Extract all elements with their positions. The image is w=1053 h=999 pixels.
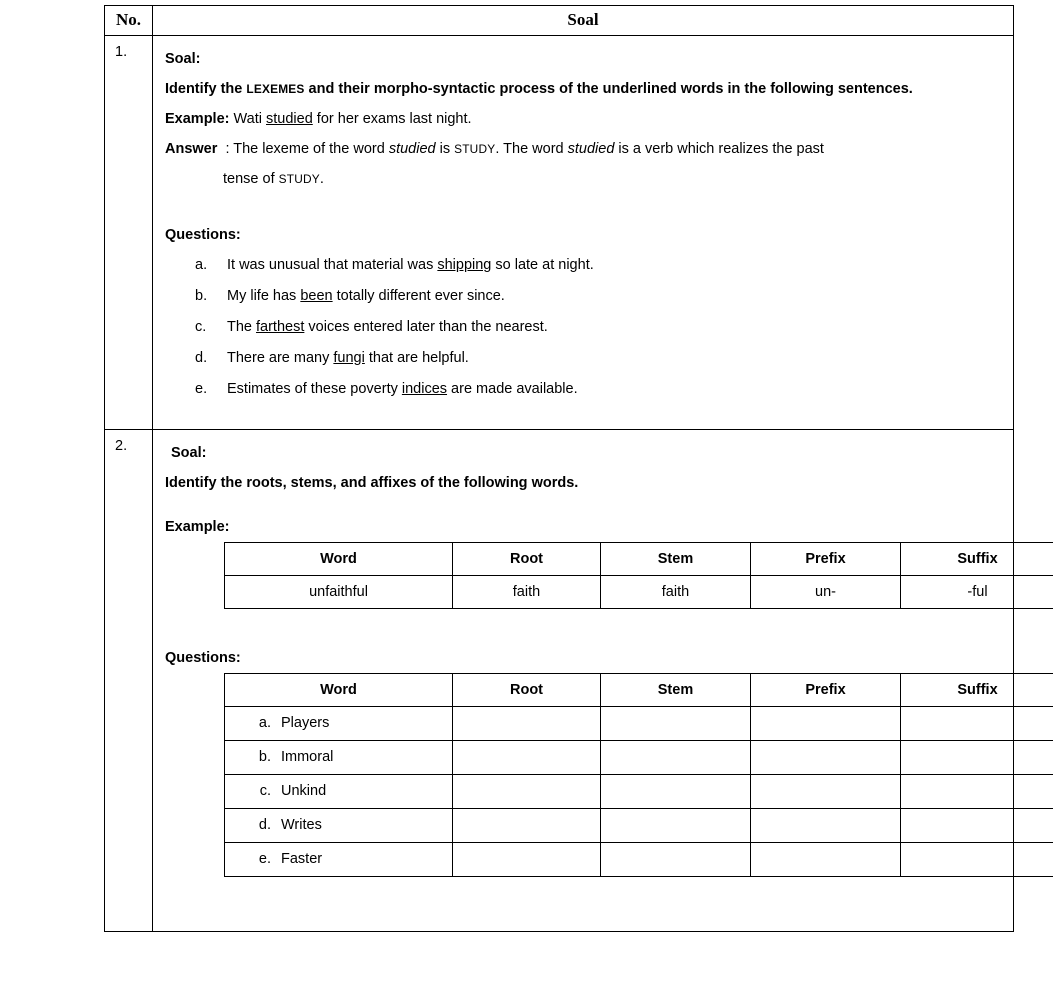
row-word: Players <box>281 715 330 732</box>
spacer <box>165 498 1001 512</box>
answer-line-1 <box>165 134 1001 164</box>
list-marker: a. <box>195 257 208 273</box>
questions-cell-root[interactable] <box>453 741 601 775</box>
row-number: 2. <box>105 430 153 932</box>
answer-seg-2: is <box>435 141 455 157</box>
questions-cell-prefix[interactable] <box>751 741 901 775</box>
row-word: Immoral <box>281 749 334 766</box>
example-table-header-row <box>225 543 1053 576</box>
list-item-post: totally different ever since. <box>332 288 505 304</box>
example-cell-prefix: un- <box>751 576 901 609</box>
answer-colon: : <box>225 141 230 157</box>
spacer <box>165 609 1001 643</box>
example-pre: Wati <box>229 111 267 127</box>
list-item-post: that are helpful. <box>364 350 469 366</box>
answer-line2-lexeme: STUDY <box>278 172 320 186</box>
questions-label: Questions: <box>165 650 241 666</box>
row-marker: d. <box>258 817 271 834</box>
instruction-pre: Identify the <box>165 81 247 97</box>
example-cell-stem: faith <box>601 576 751 609</box>
example-table-wrapper <box>165 542 1001 609</box>
questions-cell-suffix[interactable] <box>901 775 1053 809</box>
answer-line-2 <box>165 164 1001 194</box>
column-header-soal: Soal <box>153 6 1014 36</box>
answer-italic-2: studied <box>567 141 615 157</box>
exam-questions-table <box>104 5 1014 932</box>
questions-cell-root[interactable] <box>453 707 601 741</box>
questions-col-root: Root <box>453 674 601 707</box>
list-item-post: are made available. <box>447 381 578 397</box>
list-item-underlined: fungi <box>333 350 365 366</box>
instruction-text: Identify the roots, stems, and affixes of the following words. <box>165 475 579 491</box>
example-line <box>165 104 1001 134</box>
row-number: 1. <box>105 36 153 430</box>
row-marker: e. <box>258 851 271 868</box>
question-1-list <box>165 250 1001 405</box>
list-marker: c. <box>195 319 207 335</box>
answer-seg-1: The lexeme of the word <box>229 141 389 157</box>
list-item-post: voices entered later than the nearest. <box>304 319 548 335</box>
questions-cell-word <box>225 843 453 877</box>
questions-cell-stem[interactable] <box>601 707 751 741</box>
questions-cell-root[interactable] <box>453 775 601 809</box>
list-marker: d. <box>195 350 208 366</box>
table-row <box>225 707 1053 741</box>
table-header-row <box>105 6 1014 36</box>
answer-seg-3: . The word <box>495 141 568 157</box>
questions-cell-prefix[interactable] <box>751 843 901 877</box>
questions-cell-suffix[interactable] <box>901 843 1053 877</box>
answer-lexeme-study: STUDY <box>454 142 496 156</box>
list-item-post: so late at night. <box>491 257 594 273</box>
example-table-row <box>225 576 1053 609</box>
example-cell-suffix: -ful <box>901 576 1053 609</box>
spacer <box>165 877 1001 921</box>
questions-cell-word <box>225 741 453 775</box>
list-marker: e. <box>195 381 208 397</box>
questions-table-header-row <box>225 674 1053 707</box>
list-item <box>165 250 1001 281</box>
questions-cell-prefix[interactable] <box>751 775 901 809</box>
example-col-word: Word <box>225 543 453 576</box>
questions-cell-stem[interactable] <box>601 843 751 877</box>
instruction-post: and their morpho-syntactic process of the underlined words in the following sentences. <box>304 81 913 97</box>
list-item-pre: My life has <box>227 288 301 304</box>
list-item-underlined: been <box>300 288 333 304</box>
row-word: Writes <box>281 817 322 834</box>
questions-table-wrapper <box>165 673 1001 877</box>
row-marker: b. <box>258 749 271 766</box>
list-item-underlined: farthest <box>256 319 305 335</box>
answer-line2-pre: tense of <box>223 171 279 187</box>
example-label: Example: <box>165 111 230 127</box>
example-col-prefix: Prefix <box>751 543 901 576</box>
example-word-table <box>224 542 1053 609</box>
questions-cell-root[interactable] <box>453 809 601 843</box>
example-col-suffix: Suffix <box>901 543 1053 576</box>
row-word: Unkind <box>281 783 327 800</box>
questions-cell-root[interactable] <box>453 843 601 877</box>
row-marker: c. <box>259 783 271 800</box>
instruction-text <box>165 74 1001 104</box>
example-post: for her exams last night. <box>312 111 472 127</box>
list-item-underlined: shipping <box>437 257 492 273</box>
questions-cell-stem[interactable] <box>601 741 751 775</box>
table-row <box>225 843 1053 877</box>
questions-cell-word <box>225 707 453 741</box>
spacer <box>165 405 1001 419</box>
questions-col-word: Word <box>225 674 453 707</box>
example-cell-word: unfaithful <box>225 576 453 609</box>
questions-cell-suffix[interactable] <box>901 707 1053 741</box>
example-col-stem: Stem <box>601 543 751 576</box>
list-item-pre: There are many <box>227 350 334 366</box>
list-item <box>165 312 1001 343</box>
list-item <box>165 343 1001 374</box>
list-item <box>165 374 1001 405</box>
table-row <box>105 430 1014 932</box>
column-header-no: No. <box>105 6 153 36</box>
instruction-lexemes: LEXEMES <box>246 82 305 96</box>
questions-col-suffix: Suffix <box>901 674 1053 707</box>
questions-word-table <box>224 673 1053 877</box>
example-underlined-word: studied <box>266 111 313 127</box>
questions-label: Questions: <box>165 227 241 243</box>
answer-seg-4: is a verb which realizes the past <box>614 141 824 157</box>
questions-cell-prefix[interactable] <box>751 707 901 741</box>
questions-cell-prefix[interactable] <box>751 809 901 843</box>
example-col-root: Root <box>453 543 601 576</box>
spacer <box>165 194 1001 220</box>
example-cell-root: faith <box>453 576 601 609</box>
soal-label: Soal: <box>171 445 207 461</box>
answer-label: Answer <box>165 141 218 157</box>
list-item-pre: The <box>227 319 257 335</box>
table-row <box>225 809 1053 843</box>
question-1-content <box>153 36 1014 430</box>
list-item-underlined: indices <box>401 381 448 397</box>
questions-cell-stem[interactable] <box>601 775 751 809</box>
table-row <box>225 775 1053 809</box>
questions-cell-word <box>225 809 453 843</box>
list-item-pre: Estimates of these poverty <box>227 381 402 397</box>
questions-cell-word <box>225 775 453 809</box>
row-marker: a. <box>258 715 271 732</box>
questions-cell-suffix[interactable] <box>901 741 1053 775</box>
answer-italic-1: studied <box>388 141 436 157</box>
soal-label: Soal: <box>165 51 201 67</box>
list-marker: b. <box>195 288 208 304</box>
example-label: Example: <box>165 519 230 535</box>
answer-line2-post: . <box>319 171 324 187</box>
question-2-content <box>153 430 1014 932</box>
table-row <box>225 741 1053 775</box>
questions-cell-stem[interactable] <box>601 809 751 843</box>
row-word: Faster <box>281 851 323 868</box>
questions-col-prefix: Prefix <box>751 674 901 707</box>
questions-cell-suffix[interactable] <box>901 809 1053 843</box>
list-item-pre: It was unusual that material was <box>227 257 438 273</box>
list-item <box>165 281 1001 312</box>
questions-col-stem: Stem <box>601 674 751 707</box>
table-row <box>105 36 1014 430</box>
